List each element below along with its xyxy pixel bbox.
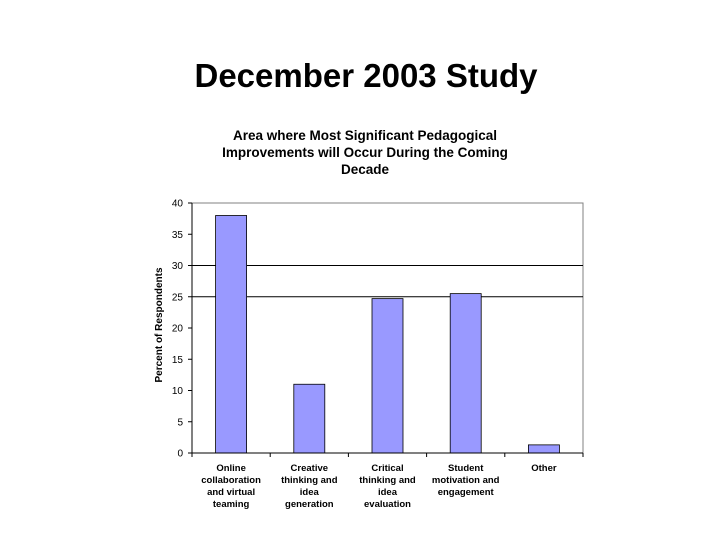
- y-tick-label: 5: [177, 417, 183, 429]
- y-tick-label: 35: [171, 229, 183, 241]
- bar: [528, 445, 559, 453]
- x-category-label-line: teaming: [212, 499, 250, 510]
- chart-title-line: Improvements will Occur During the Coming: [222, 145, 508, 160]
- chart-title-line: Decade: [340, 162, 390, 177]
- x-labels: [192, 453, 583, 510]
- x-category-label: [531, 463, 557, 474]
- chart-title-line: Area where Most Significant Pedagogical: [232, 128, 498, 143]
- y-tick-label: 20: [171, 323, 183, 335]
- y-tick-label: 40: [171, 198, 183, 210]
- x-category-label-line: Other: [531, 463, 557, 474]
- slide-title: December 2003 Study: [194, 57, 538, 94]
- x-category-label: [359, 463, 416, 510]
- x-category-label-line: evaluation: [364, 499, 411, 510]
- y-ticks: [172, 199, 192, 460]
- x-category-label-line: idea: [299, 487, 319, 498]
- x-category-label-line: Creative: [290, 463, 329, 474]
- bars: [216, 216, 560, 454]
- y-tick-label: 30: [171, 261, 183, 272]
- chart-title: [222, 128, 508, 177]
- x-category-label-line: Critical: [371, 463, 404, 474]
- y-axis-title: Percent of Respondents: [154, 267, 165, 383]
- x-category-label-line: Online: [216, 463, 246, 474]
- x-category-label-line: and virtual: [207, 487, 256, 498]
- x-category-label-line: engagement: [437, 487, 494, 498]
- x-category-label-line: collaboration: [201, 475, 261, 486]
- y-tick-label: 15: [171, 354, 183, 366]
- x-category-label: [281, 463, 338, 510]
- x-category-label: [201, 463, 261, 510]
- x-category-label-line: thinking and: [281, 475, 338, 486]
- gridlines: [192, 266, 583, 297]
- bar: [216, 216, 247, 454]
- x-category-label-line: idea: [377, 487, 398, 498]
- y-tick-label: 10: [171, 386, 183, 397]
- x-category-label-line: Student: [448, 463, 484, 474]
- bar: [450, 294, 481, 453]
- x-category-label-line: thinking and: [359, 475, 416, 486]
- x-category-label-line: generation: [285, 499, 334, 510]
- y-tick-label: 0: [177, 448, 183, 460]
- bar: [294, 384, 325, 453]
- bar: [372, 299, 403, 453]
- x-category-label: [432, 463, 500, 498]
- x-category-label-line: motivation and: [431, 475, 500, 486]
- y-tick-label: 25: [171, 292, 183, 304]
